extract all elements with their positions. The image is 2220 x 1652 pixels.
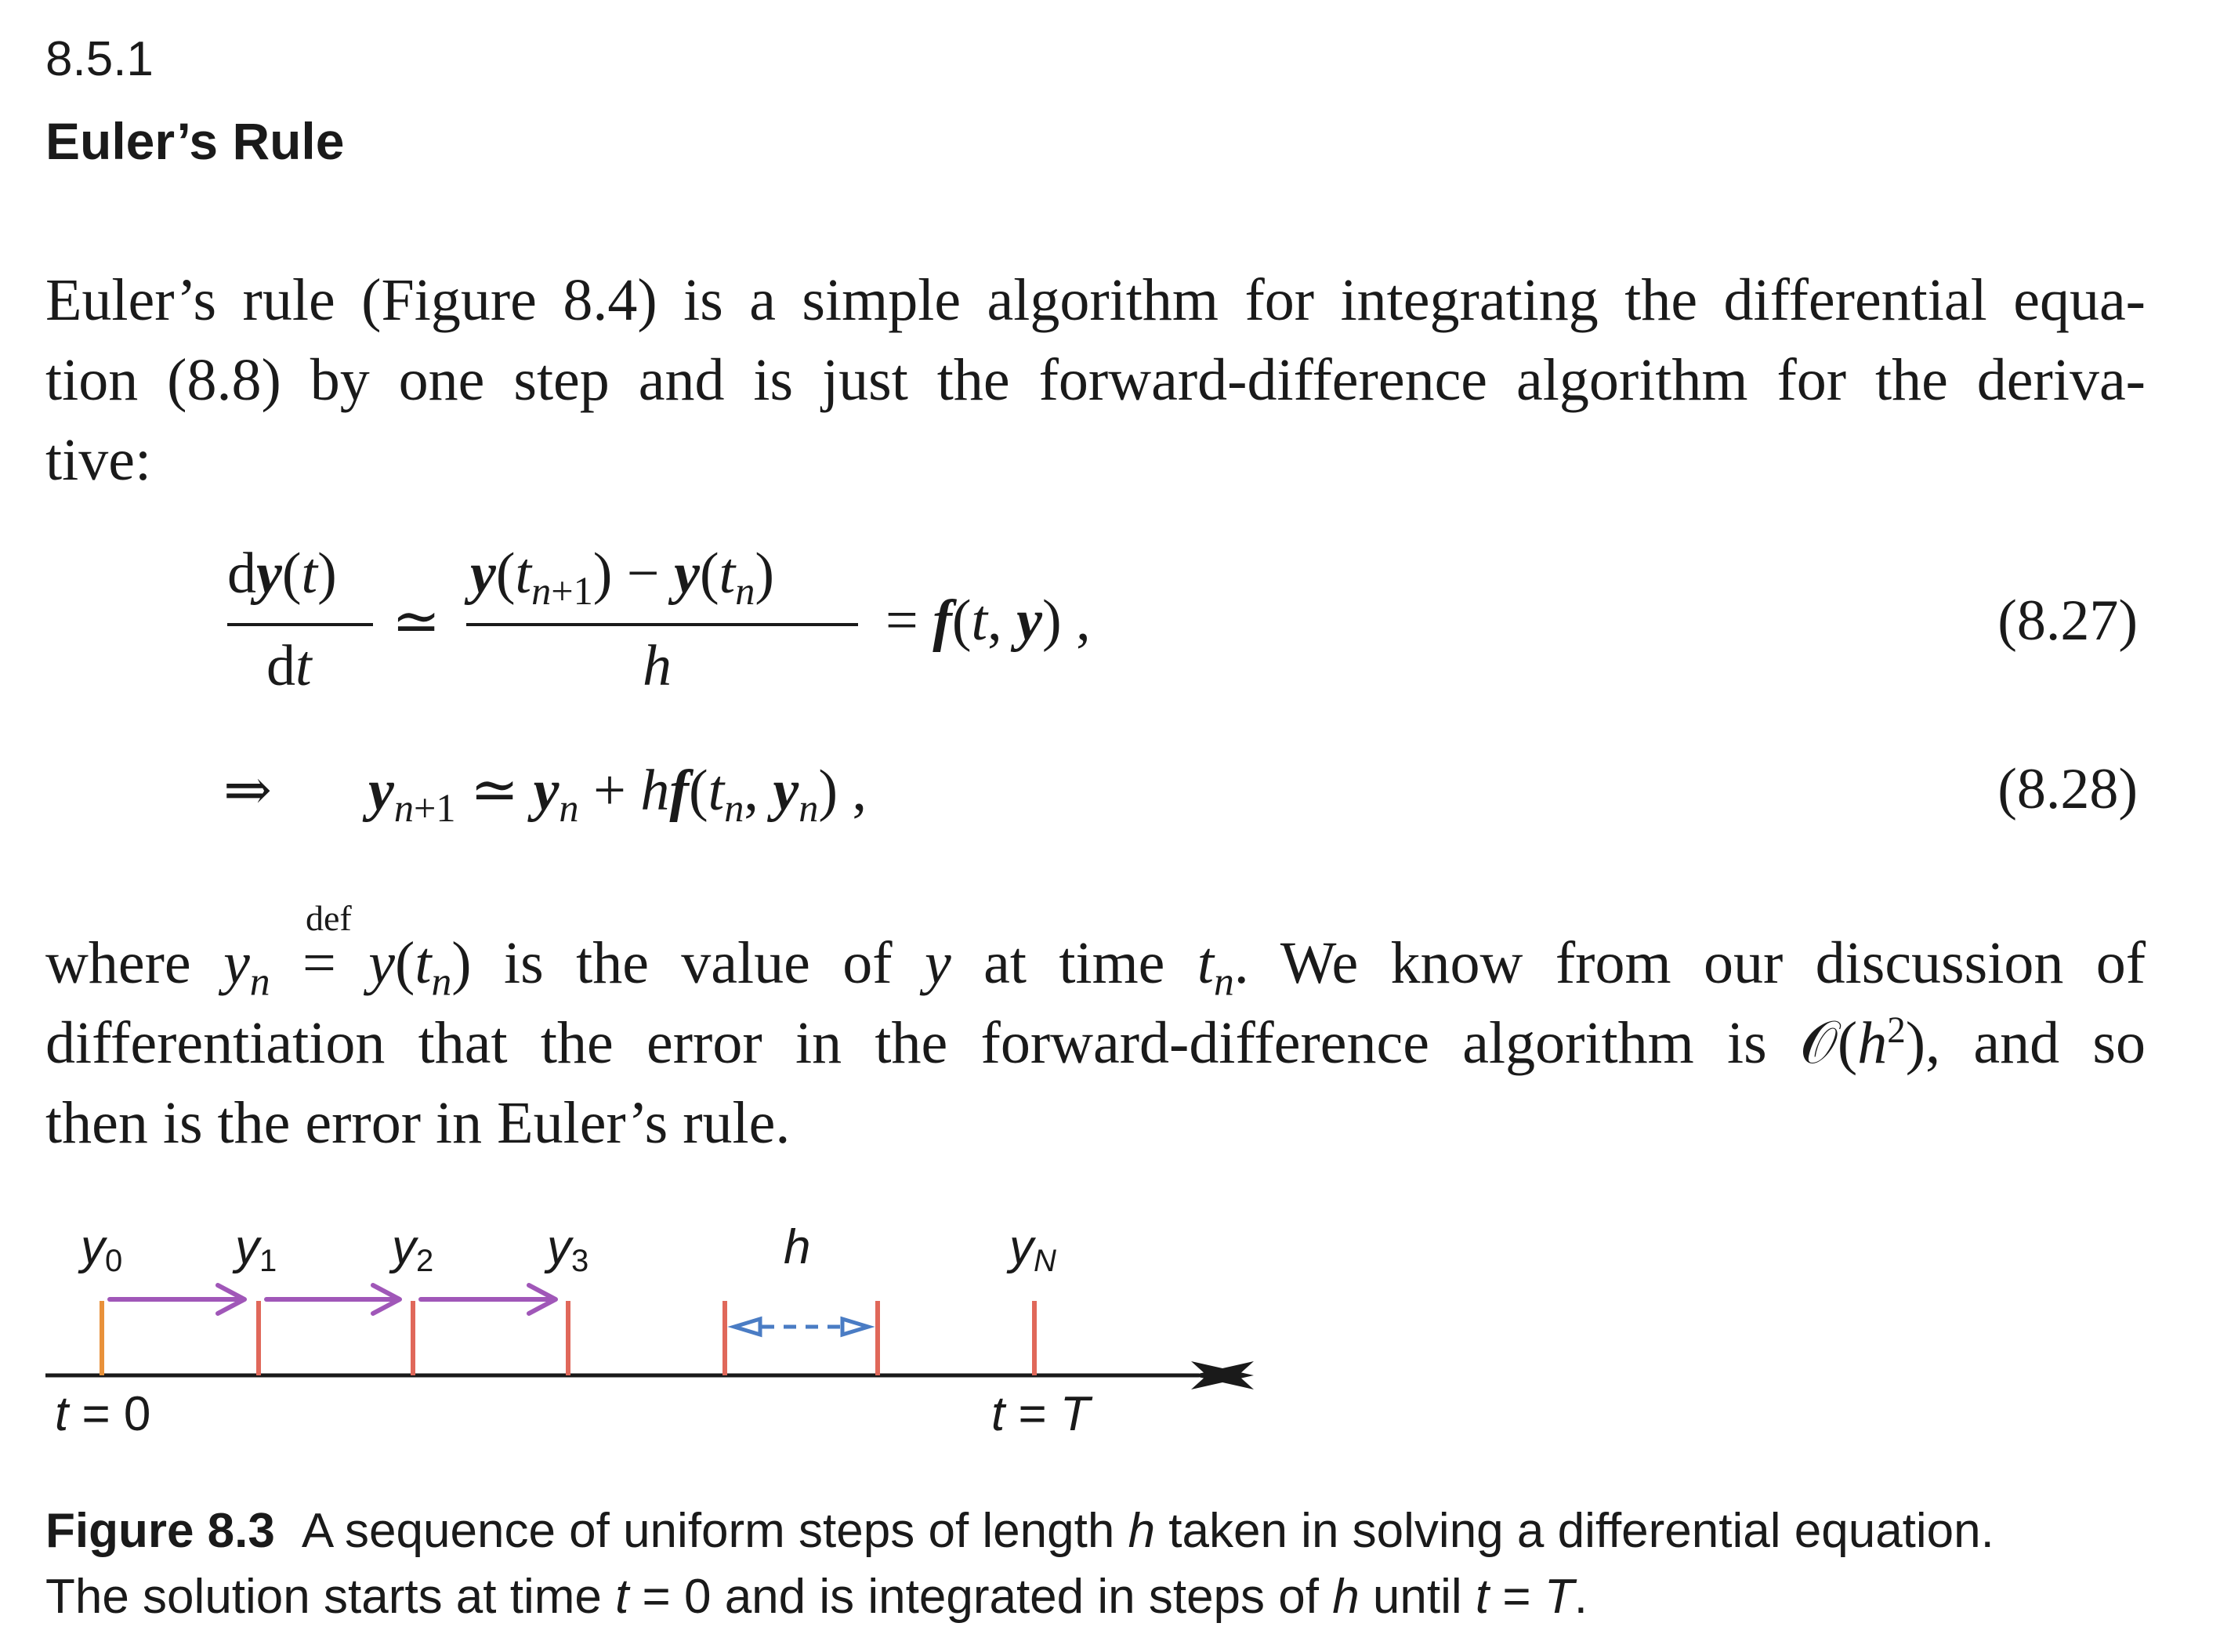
left-open-arrowhead-icon	[734, 1319, 760, 1335]
figure-step-diagram	[0, 1199, 1332, 1465]
eq-diff-numerator: $y(t_{n+1}) - y(t_n)$	[470, 542, 775, 614]
section-number: 8.5.1	[45, 32, 154, 86]
eq-approx-sign: ≃	[392, 590, 441, 654]
label-y3: y3	[547, 1220, 589, 1278]
axis-start-label: t = 0	[55, 1387, 151, 1441]
figure-caption-line-1: Figure 8.3 A sequence of uniform steps of length h taken in solving a differential equation.	[45, 1504, 1994, 1558]
equation-number: (8.28)	[1997, 757, 2138, 821]
label-y1: y1	[235, 1220, 277, 1278]
axis-end-label: t = T	[991, 1387, 1090, 1441]
eq-h-denominator: h	[643, 634, 672, 698]
intro-line-2: tion (8.8) by one step and is just the forward-difference algorithm for the deriva-	[45, 347, 2146, 413]
paragraph-line-2: differentiation that the error in the forward-difference algorithm is $𝒪(h^2)$, and so	[45, 1010, 2146, 1076]
label-yN: yN	[1009, 1220, 1056, 1278]
intro-line-1: Euler’s rule (Figure 8.4) is a simple algorithm for integrating the differential equa-	[45, 267, 2146, 333]
label-h: h	[784, 1220, 811, 1274]
section-title: Euler’s Rule	[45, 112, 345, 170]
eq-euler-step: $y_{n+1}$ ≃ $y_n + hf(t_n$, $y_n$) ,	[368, 759, 867, 831]
paragraph-line-1: where $y_n = y(t_n)$ is the value of y at time $t_n$. We know from our discussion of	[45, 930, 2146, 1005]
intro-line-3: tive:	[45, 427, 152, 493]
caption-label: Figure 8.3	[45, 1504, 275, 1558]
figure-caption-line-2: The solution starts at time t = 0 and is integrated in steps of h until t = T.	[45, 1570, 1588, 1624]
label-y2: y2	[392, 1220, 434, 1278]
right-open-arrowhead-icon	[842, 1319, 868, 1335]
h-interval-arrow	[734, 1319, 868, 1335]
eq-fraction-bar	[466, 623, 858, 626]
eq-rhs: = f(t, y) ,	[885, 589, 1091, 653]
paragraph-line-3: then is the error in Euler’s rule.	[45, 1090, 791, 1156]
label-y0: y0	[81, 1220, 123, 1278]
eq-dy-numerator: dy(t)	[227, 542, 337, 606]
def-label: def	[306, 898, 352, 938]
eq-dt-denominator: dt	[266, 634, 312, 698]
eq-fraction-bar	[227, 623, 373, 626]
equation-number: (8.27)	[1997, 589, 2138, 653]
implies-symbol: ⇒	[223, 759, 273, 823]
